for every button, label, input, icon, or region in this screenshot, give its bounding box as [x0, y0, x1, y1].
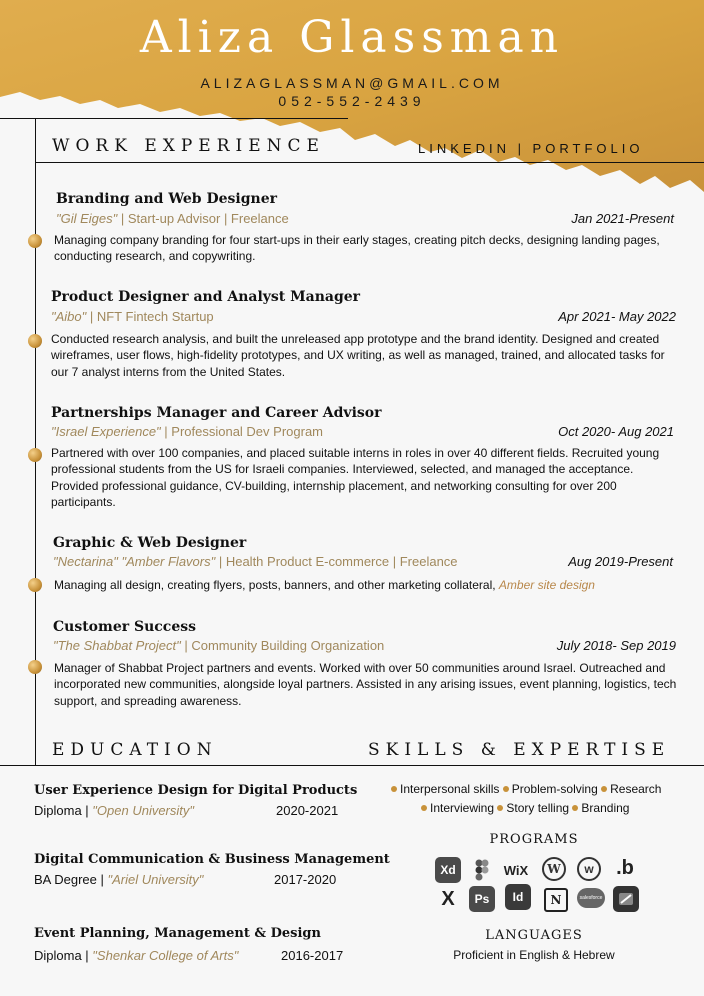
education-years: 2017-2020	[274, 872, 337, 887]
phone-text: 052-552-2439	[278, 93, 426, 109]
job-organization: "Aibo" | NFT Fintech Startup	[51, 309, 214, 324]
education-details: Diploma | "Open University"	[34, 803, 195, 818]
education-details: BA Degree | "Ariel University"	[34, 872, 204, 887]
timeline-dot	[28, 234, 42, 248]
job-title: Branding and Web Designer	[56, 191, 277, 207]
job-description: Conducted research analysis, and built the unreleased app prototype and the brand identity. Designed and created wireframes, user flows, high-fidelity prototypes, and UX writing, as well as managed, trained, and allocated tasks for our 7 analyst interns from the United States.	[51, 332, 665, 379]
education-program: Digital Communication & Business Management	[34, 852, 390, 867]
bullet-icon	[391, 786, 397, 792]
bottom-section-divider	[0, 765, 704, 766]
job-description: Managing company branding for four start-ups in their early stages, creating pitch decks, designing landing pages, conducting research, and copywriting.	[54, 233, 660, 264]
programs-heading: PROGRAMS	[489, 832, 579, 847]
profile-links[interactable]: LINKEDIN | PORTFOLIO	[418, 141, 644, 156]
education-heading: EDUCATION	[52, 740, 218, 760]
adobe-xd-icon: Xd	[435, 857, 461, 883]
job-dates: Jan 2021-Present	[571, 211, 674, 226]
education-details: Diploma | "Shenkar College of Arts"	[34, 948, 239, 963]
wordpress-icon: W	[542, 857, 566, 881]
amber-site-link[interactable]: Amber site design	[498, 578, 595, 592]
timeline-dot	[28, 448, 42, 462]
skill-item: Story telling	[506, 801, 570, 815]
job-organization: "Israel Experience" | Professional Dev Program	[51, 424, 324, 439]
email-text[interactable]: ALIZAGLASSMAN@GMAIL.COM	[200, 75, 504, 91]
job-title: Product Designer and Analyst Manager	[51, 289, 361, 305]
skill-item: Interpersonal skills	[400, 782, 500, 796]
timeline-dot	[28, 334, 42, 348]
languages-heading: LANGUAGES	[485, 928, 583, 943]
bubble-icon: .b	[616, 856, 634, 879]
job-dates: Oct 2020- Aug 2021	[558, 424, 674, 439]
skill-item: Research	[610, 782, 662, 796]
education-years: 2016-2017	[281, 948, 344, 963]
bullet-icon	[503, 786, 509, 792]
job-organization: "Nectarina" "Amber Flavors" | Health Product E-commerce | Freelance	[53, 554, 458, 569]
skills-heading: SKILLS & EXPERTISE	[368, 740, 671, 760]
skill-item: Problem-solving	[511, 782, 598, 796]
salesforce-icon: salesforce	[577, 888, 605, 908]
job-description: Manager of Shabbat Project partners and events. Worked with over 50 communities around Israel. Outreached and incorporated new communities, alongside loyal partners. Assisted in any arising issues, event planning, logistics, tech support, and spreading awareness.	[54, 661, 677, 708]
education-program: User Experience Design for Digital Products	[34, 783, 358, 798]
bullet-icon	[572, 805, 578, 811]
photoshop-icon: Ps	[469, 886, 495, 912]
skills-row	[421, 801, 629, 815]
framer-icon: X	[441, 887, 455, 910]
figma-icon	[469, 857, 495, 883]
top-divider-left	[0, 118, 348, 119]
job-title: Partnerships Manager and Career Advisor	[51, 405, 382, 421]
skills-row	[391, 782, 661, 796]
indesign-icon: Id	[505, 884, 531, 910]
webflow-icon: w	[577, 857, 601, 881]
notion-icon: N	[544, 888, 568, 912]
work-experience-heading: WORK EXPERIENCE	[52, 136, 325, 156]
education-program: Event Planning, Management & Design	[34, 926, 321, 941]
bullet-icon	[601, 786, 607, 792]
job-title: Graphic & Web Designer	[53, 535, 247, 551]
job-dates: July 2018- Sep 2019	[556, 638, 676, 653]
languages-text: Proficient in English & Hebrew	[453, 948, 615, 962]
job-organization: "The Shabbat Project" | Community Building Organization	[53, 638, 385, 653]
timeline-dot	[28, 660, 42, 674]
bullet-icon	[421, 805, 427, 811]
job-title: Customer Success	[53, 619, 196, 635]
job-description: Managing all design, creating flyers, posts, banners, and other marketing collateral, Amber site design	[54, 578, 595, 592]
skill-item: Interviewing	[430, 801, 495, 815]
job-description: Partnered with over 100 companies, and placed suitable interns in roles in over 40 different fields. Recruited young professional students from the US for Israeli companies. Interviewed, selected, and managed the acceptance. Provided professional guidance, CV-building, internship placement, and networking consulting for over 200 participants.	[51, 446, 660, 510]
skill-item: Branding	[581, 801, 630, 815]
job-dates: Apr 2021- May 2022	[558, 309, 676, 324]
work-divider	[36, 162, 704, 163]
job-organization: "Gil Eiges" | Start-up Advisor | Freelance	[56, 211, 289, 226]
job-dates: Aug 2019-Present	[568, 554, 673, 569]
education-years: 2020-2021	[276, 803, 339, 818]
bullet-icon	[497, 805, 503, 811]
applicant-name: Aliza Glassman	[139, 12, 565, 63]
final-cut-icon	[613, 886, 639, 912]
wix-icon: WiX	[503, 862, 529, 878]
timeline-dot	[28, 578, 42, 592]
